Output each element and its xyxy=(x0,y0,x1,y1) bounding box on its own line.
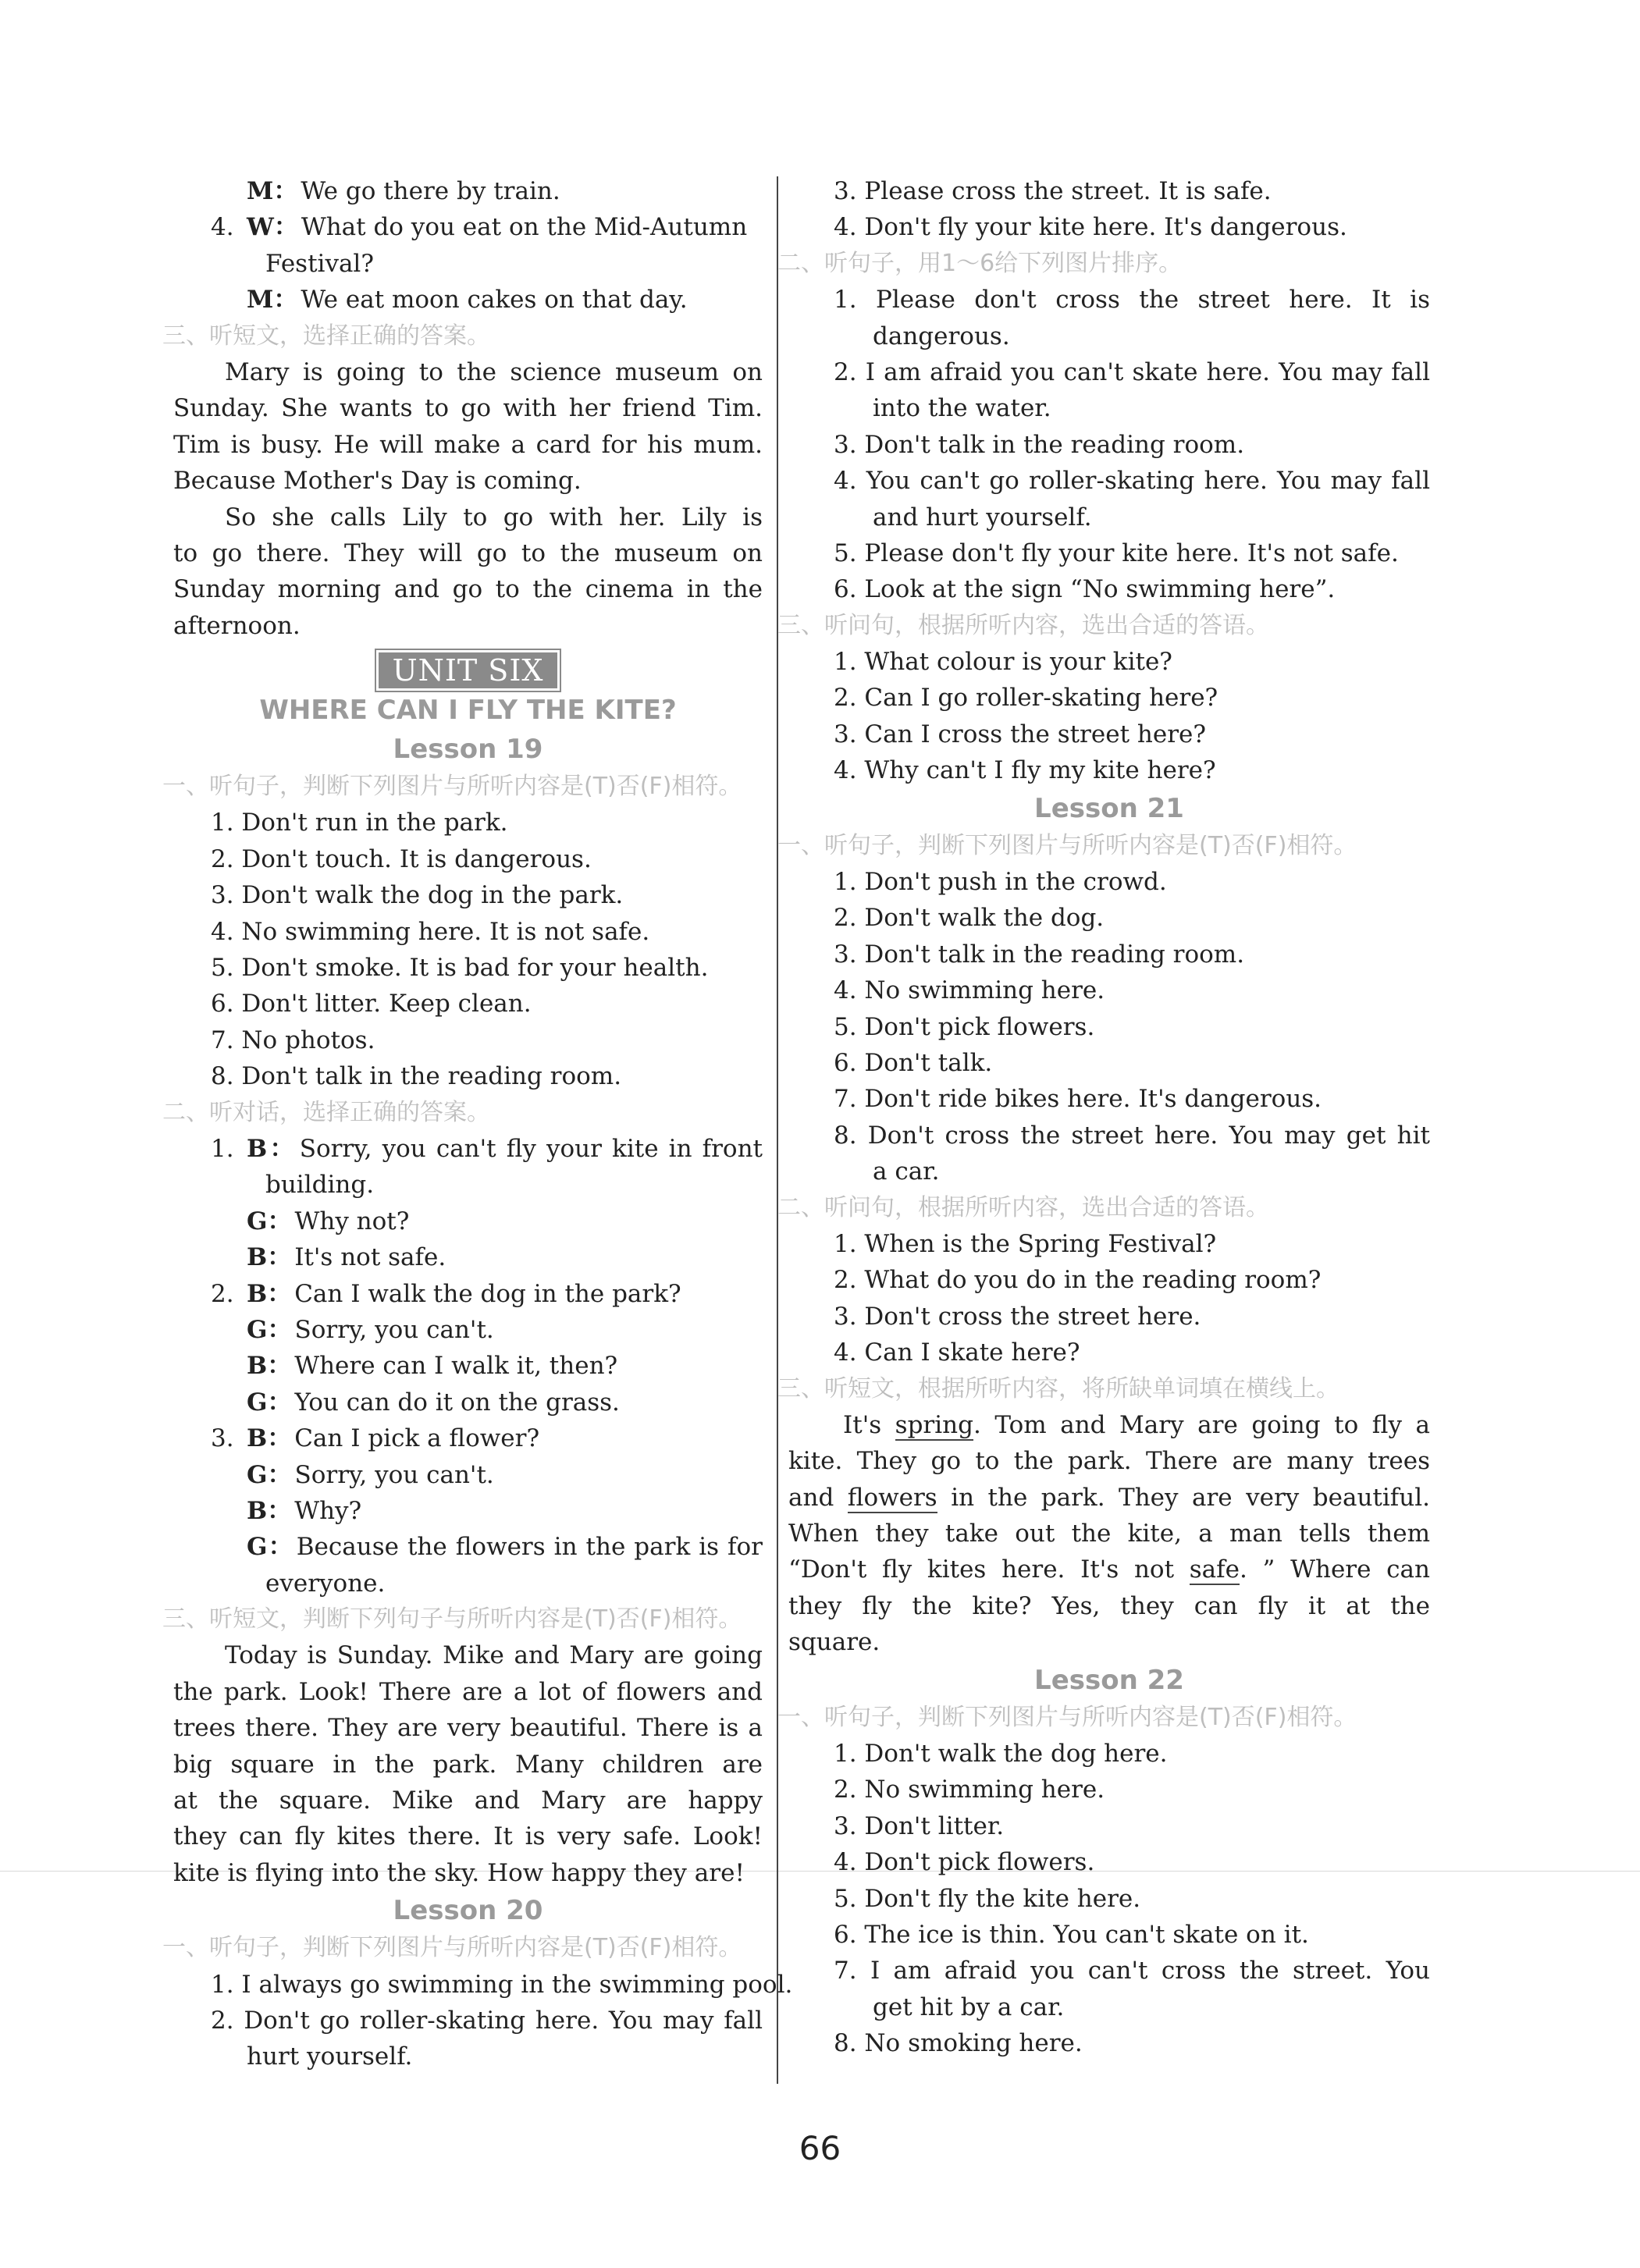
passage-text: in the park. They are very beautiful. xyxy=(937,1483,1430,1512)
list-item xyxy=(788,318,1430,354)
passage-text: . Tom and Mary are going to fly a xyxy=(973,1410,1430,1439)
list-item xyxy=(788,463,1430,499)
section-heading: 二、听对话，选择正确的答案。 xyxy=(162,1098,490,1126)
list-item xyxy=(788,972,1430,1008)
line-text: Can I walk the dog in the park? xyxy=(294,1279,681,1308)
line-text: dangerous. xyxy=(873,322,1010,350)
list-item xyxy=(173,2003,763,2039)
passage-text: kite. They go to the park. There are many trees xyxy=(788,1447,1430,1476)
speaker-label: B： xyxy=(247,1243,292,1272)
list-item xyxy=(788,1989,1430,2025)
passage-line: afternoon. xyxy=(173,611,301,640)
passage-text: and xyxy=(788,1483,848,1512)
list-item: 7. No photos. xyxy=(211,1026,375,1054)
list-item xyxy=(173,1967,793,2003)
line-text: 1. I always go swimming in the swimming pool. xyxy=(211,1970,793,1999)
left-column xyxy=(162,173,793,2075)
list-item xyxy=(788,937,1430,972)
lesson-heading: Lesson 22 xyxy=(1034,1664,1184,1696)
line-text: 5. Don't fly the kite here. xyxy=(834,1884,1141,1913)
speaker-label: M： xyxy=(247,286,298,315)
line-text: Because the flowers in the park is for xyxy=(296,1533,763,1562)
passage-line: they can fly kites there. It is very safe. Look! xyxy=(173,1822,763,1851)
page-number: 66 xyxy=(799,2129,841,2167)
dialogue-line xyxy=(173,1385,763,1420)
list-item: 3. Don't cross the street here. xyxy=(834,1302,1201,1331)
passage-text: It's xyxy=(843,1410,895,1439)
list-item xyxy=(788,900,1430,936)
list-item: 3. Don't walk the dog in the park. xyxy=(211,881,624,910)
speaker-label: B： xyxy=(247,1496,292,1525)
section-heading: 三、听短文，选择正确的答案。 xyxy=(162,322,490,350)
passage-line: Sunday morning and go to the cinema in the xyxy=(173,575,763,604)
section-heading: 三、听问句，根据所听内容，选出合适的答语。 xyxy=(777,611,1269,639)
list-item xyxy=(788,209,1430,245)
passage-line xyxy=(788,1480,1430,1516)
line-text: 2. Don't go roller-skating here. You may fall xyxy=(211,2006,763,2035)
speaker-label: B： xyxy=(247,1424,292,1453)
speaker-label: G： xyxy=(247,1460,292,1489)
speaker-label: M： xyxy=(247,177,298,205)
passage-text: “Don't fly kites here. It's not xyxy=(788,1555,1190,1584)
passage-line: Mary is going to the science museum on xyxy=(225,357,763,386)
line-text: 1. Don't walk the dog here. xyxy=(834,1740,1168,1769)
line-text: building. xyxy=(265,1171,375,1200)
list-item xyxy=(788,864,1430,900)
line-text: get hit by a car. xyxy=(873,1992,1065,2021)
passage-text: they fly the kite? Yes, they can fly it at the xyxy=(788,1591,1430,1620)
line-text: We go there by train. xyxy=(301,177,560,205)
list-item xyxy=(788,1081,1430,1117)
list-item xyxy=(788,354,1430,390)
section-heading: 三、听短文，根据所听内容，将所缺单词填在横线上。 xyxy=(777,1374,1339,1402)
line-text: 7. Don't ride bikes here. It's dangerous. xyxy=(834,1085,1322,1114)
dialogue-line xyxy=(173,1167,763,1203)
list-item xyxy=(788,2025,1430,2061)
list-item: 8. Don't talk in the reading room. xyxy=(211,1062,622,1091)
speaker-label: G： xyxy=(247,1388,292,1417)
dialogue-line xyxy=(173,1566,763,1601)
passage-line: the park. Look! There are a lot of flowers and xyxy=(173,1677,763,1706)
list-item xyxy=(788,282,1430,318)
passage-line: Tim is busy. He will make a card for his mum. xyxy=(173,430,763,459)
line-text: Why not? xyxy=(294,1207,410,1235)
line-text: 3. Please cross the street. It is safe. xyxy=(834,177,1272,205)
lesson-heading: Lesson 21 xyxy=(1034,792,1184,824)
dialogue-line xyxy=(173,1529,763,1565)
right-column xyxy=(777,173,1430,2062)
passage-line xyxy=(788,1516,1430,1552)
dialogue-line xyxy=(173,1420,763,1456)
list-item: 2. What do you do in the reading room? xyxy=(834,1266,1322,1295)
passage-line: So she calls Lily to go with her. Lily is xyxy=(225,503,763,531)
list-item xyxy=(788,1154,1430,1189)
section-heading: 一、听句子，判断下列图片与所听内容是(T)否(F)相符。 xyxy=(777,1703,1357,1731)
line-text: Sorry, you can't fly your kite in front xyxy=(299,1134,763,1163)
line-text: hurt yourself. xyxy=(247,2042,413,2071)
speaker-label: W： xyxy=(247,213,298,242)
section-heading: 三、听短文，判断下列句子与所听内容是(T)否(F)相符。 xyxy=(162,1605,742,1633)
line-text: You can do it on the grass. xyxy=(294,1388,620,1417)
speaker-label: G： xyxy=(247,1533,293,1562)
filled-blank: safe xyxy=(1189,1555,1240,1584)
line-text: What do you eat on the Mid-Autumn xyxy=(301,213,748,242)
passage-line: trees there. They are very beautiful. There is a xyxy=(173,1714,763,1743)
line-text: a car. xyxy=(873,1157,940,1186)
line-text: It's not safe. xyxy=(294,1243,446,1272)
line-text: We eat moon cakes on that day. xyxy=(301,286,688,315)
line-text: 1. Don't push in the crowd. xyxy=(834,868,1167,897)
line-text: Festival? xyxy=(265,249,374,278)
passage-text: . ” Where can xyxy=(1239,1555,1430,1584)
passage-line xyxy=(788,1443,1430,1479)
list-item: 1. Don't run in the park. xyxy=(211,809,508,837)
list-item: 5. Don't smoke. It is bad for your health. xyxy=(211,954,709,983)
list-item: 2. Don't touch. It is dangerous. xyxy=(211,844,592,873)
line-text: everyone. xyxy=(265,1569,386,1598)
passage-line: Because Mother's Day is coming. xyxy=(173,467,582,496)
passage-line: kite is flying into the sky. How happy they are! xyxy=(173,1858,745,1887)
line-text: 6. The ice is thin. You can't skate on it. xyxy=(834,1920,1309,1949)
speaker-label: B： xyxy=(247,1134,297,1163)
line-text: 4. You can't go roller-skating here. You may fall xyxy=(834,467,1430,496)
list-item xyxy=(788,1118,1430,1154)
list-item xyxy=(788,173,1430,209)
line-text: 4. No swimming here. xyxy=(834,976,1105,1005)
item-number: 4. xyxy=(211,213,234,242)
speaker-label: B： xyxy=(247,1279,292,1308)
list-item xyxy=(788,1736,1430,1772)
list-item xyxy=(788,390,1430,426)
speaker-label: B： xyxy=(247,1352,292,1381)
passage-line: at the square. Mike and Mary are happy xyxy=(173,1786,763,1815)
section-heading: 二、听句子，用1～6给下列图片排序。 xyxy=(777,249,1183,277)
list-item xyxy=(788,1045,1430,1081)
line-text: 3. Don't talk in the reading room. xyxy=(834,430,1245,459)
list-item xyxy=(788,1772,1430,1808)
passage-line: big square in the park. Many children are xyxy=(173,1750,763,1779)
line-text: Sorry, you can't. xyxy=(294,1315,494,1344)
list-item: 4. Why can't I fly my kite here? xyxy=(834,756,1216,785)
list-item xyxy=(788,1009,1430,1045)
passage-line xyxy=(788,1552,1430,1587)
list-item xyxy=(788,1808,1430,1844)
speaker-label: G： xyxy=(247,1315,292,1344)
passage-line xyxy=(788,1407,1430,1443)
dialogue-line xyxy=(173,282,763,318)
filled-blank: flowers xyxy=(847,1483,937,1512)
list-item: 1. When is the Spring Festival? xyxy=(834,1229,1217,1258)
dialogue-line xyxy=(173,173,763,209)
line-text: 2. Don't walk the dog. xyxy=(834,904,1105,933)
dialogue-line xyxy=(173,209,763,245)
item-number: 1. xyxy=(211,1134,234,1163)
list-item: 1. What colour is your kite? xyxy=(834,648,1172,677)
list-item xyxy=(788,1881,1430,1917)
dialogue-line xyxy=(173,1276,763,1312)
line-text: 7. I am afraid you can't cross the street. You xyxy=(834,1957,1430,1985)
list-item: 4. Can I skate here? xyxy=(834,1338,1080,1367)
section-heading: 一、听句子，判断下列图片与所听内容是(T)否(F)相符。 xyxy=(162,773,742,801)
dialogue-line xyxy=(173,246,763,282)
list-item xyxy=(788,427,1430,463)
line-text: Where can I walk it, then? xyxy=(294,1352,618,1381)
line-text: into the water. xyxy=(873,394,1051,423)
line-text: and hurt yourself. xyxy=(873,503,1092,531)
passage-text: square. xyxy=(788,1628,880,1657)
line-text: 5. Please don't fly your kite here. It's not safe. xyxy=(834,539,1399,567)
item-number: 2. xyxy=(211,1279,234,1308)
passage-line: Today is Sunday. Mike and Mary are going xyxy=(225,1641,763,1670)
dialogue-line xyxy=(173,1493,763,1529)
list-item xyxy=(788,499,1430,535)
line-text: 8. No smoking here. xyxy=(834,2029,1083,2058)
list-item: 6. Don't litter. Keep clean. xyxy=(211,990,532,1018)
filled-blank: spring xyxy=(895,1410,973,1439)
line-text: 2. No swimming here. xyxy=(834,1776,1105,1804)
passage-line: Sunday. She wants to go with her friend Tim. xyxy=(173,394,763,423)
line-text: 4. Don't fly your kite here. It's dangerous. xyxy=(834,213,1347,242)
line-text: 1. Please don't cross the street here. It is xyxy=(834,286,1430,315)
list-item: 4. No swimming here. It is not safe. xyxy=(211,917,650,946)
list-item: 2. Can I go roller-skating here? xyxy=(834,684,1218,713)
list-item xyxy=(788,571,1430,607)
line-text: 6. Look at the sign “No swimming here”. xyxy=(834,575,1336,604)
dialogue-line xyxy=(173,1312,763,1348)
line-text: 2. I am afraid you can't skate here. You may fall xyxy=(834,357,1430,386)
passage-line xyxy=(788,1588,1430,1624)
list-item: 3. Can I cross the street here? xyxy=(834,720,1206,748)
list-item xyxy=(788,1917,1430,1953)
passage-text: When they take out the kite, a man tells them xyxy=(788,1520,1430,1548)
unit-title: WHERE CAN I FLY THE KITE? xyxy=(259,695,677,727)
unit-banner-text: UNIT SIX xyxy=(376,650,560,691)
line-text: 5. Don't pick flowers. xyxy=(834,1012,1095,1041)
unit-banner xyxy=(173,650,763,686)
item-number: 3. xyxy=(211,1424,234,1453)
line-text: Sorry, you can't. xyxy=(294,1460,494,1489)
line-text: 8. Don't cross the street here. You may get hit xyxy=(834,1121,1430,1150)
speaker-label: G： xyxy=(247,1207,292,1235)
list-item xyxy=(788,1844,1430,1880)
passage-line: to go there. They will go to the museum on xyxy=(173,539,763,567)
line-text: 6. Don't talk. xyxy=(834,1048,993,1077)
list-item xyxy=(173,2039,763,2074)
section-heading: 一、听句子，判断下列图片与所听内容是(T)否(F)相符。 xyxy=(777,831,1357,859)
section-heading: 一、听句子，判断下列图片与所听内容是(T)否(F)相符。 xyxy=(162,1934,742,1962)
dialogue-line xyxy=(173,1348,763,1384)
list-item xyxy=(788,535,1430,571)
line-text: 3. Don't litter. xyxy=(834,1811,1005,1840)
lesson-heading: Lesson 19 xyxy=(393,734,543,766)
list-item xyxy=(788,1953,1430,1989)
line-text: 3. Don't talk in the reading room. xyxy=(834,940,1245,969)
column-divider xyxy=(777,176,778,2084)
line-text: 4. Don't pick flowers. xyxy=(834,1848,1095,1877)
lesson-heading: Lesson 20 xyxy=(393,1895,543,1927)
line-text: Why? xyxy=(294,1496,362,1525)
passage-line xyxy=(788,1624,1430,1660)
dialogue-line xyxy=(173,1457,763,1493)
dialogue-line xyxy=(173,1131,763,1167)
dialogue-line xyxy=(173,1203,763,1239)
line-text: Can I pick a flower? xyxy=(294,1424,540,1453)
dialogue-line xyxy=(173,1239,763,1275)
section-heading: 二、听问句，根据所听内容，选出合适的答语。 xyxy=(777,1193,1269,1221)
